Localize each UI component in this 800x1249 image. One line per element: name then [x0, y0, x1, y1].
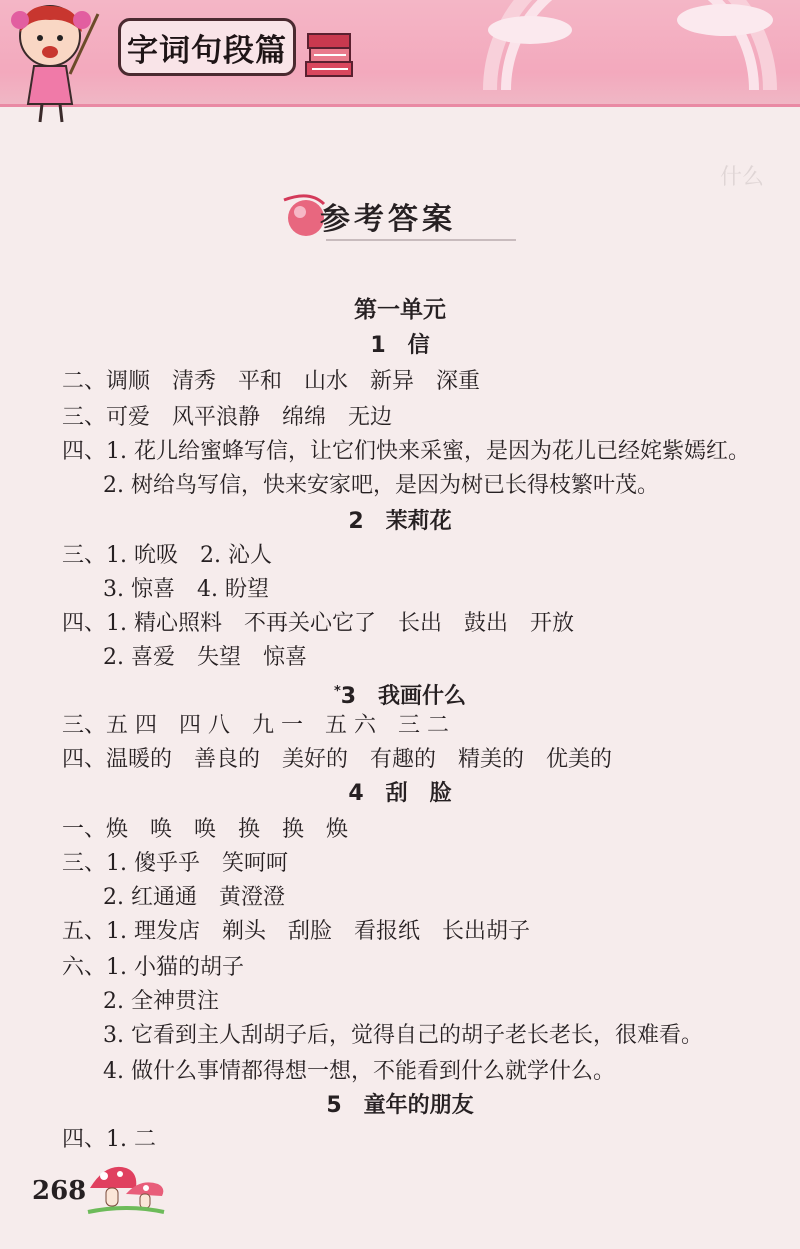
unit-heading: 第一单元	[354, 297, 446, 323]
answer-line: 四、1. 精心照料 不再关心它了 长出 鼓出 开放	[62, 611, 574, 636]
answer-line: 二、调顺 清秀 平和 山水 新异 深重	[62, 369, 481, 394]
answer-line: 2. 喜爱 失望 惊喜	[103, 645, 307, 670]
rainbow-icon	[470, 0, 800, 90]
lesson-heading	[0, 678, 800, 711]
page-title: 字词句段篇	[118, 18, 296, 76]
bleed-through: 什么	[720, 165, 765, 190]
lesson-heading: 1 信	[370, 333, 430, 358]
answer-line: 3. 惊喜 4. 盼望	[103, 577, 269, 602]
page-number: 268	[32, 1176, 87, 1206]
answer-line: 2. 树给鸟写信，快来安家吧，是因为树已长得枝繁叶茂。	[103, 473, 659, 498]
mushroom-icon	[86, 1160, 166, 1220]
answer-line: 4. 做什么事情都得想一想，不能看到什么就学什么。	[103, 1059, 615, 1084]
answer-line: 3. 它看到主人刮胡子后，觉得自己的胡子老长老长，很难看。	[103, 1023, 703, 1048]
lesson-title: 3 我画什么	[340, 684, 467, 709]
girl-mascot-icon	[4, 0, 104, 128]
answer-line: 六、1. 小猫的胡子	[62, 955, 244, 980]
answer-line: 四、1. 二	[62, 1127, 156, 1152]
answer-line: 三、1. 傻乎乎 笑呵呵	[62, 851, 288, 876]
section-title: 参考答案	[320, 202, 456, 237]
answer-line: 三、1. 吮吸 2. 沁人	[62, 543, 272, 568]
books-icon	[304, 26, 356, 80]
answer-line: 三、五 四 四 八 九 一 五 六 三 二	[62, 713, 449, 738]
answer-line: 五、1. 理发店 剃头 刮脸 看报纸 长出胡子	[62, 919, 530, 944]
lesson-heading: 5 童年的朋友	[326, 1093, 474, 1118]
answer-line: 三、可爱 风平浪静 绵绵 无边	[62, 405, 393, 430]
lesson-heading: 4 刮 脸	[348, 781, 452, 806]
answer-line: 一、焕 唤 唤 换 换 焕	[62, 817, 349, 842]
answer-line: 四、1. 花儿给蜜蜂写信，让它们快来采蜜，是因为花儿已经姹紫嫣红。	[62, 439, 750, 464]
answer-line: 2. 全神贯注	[103, 989, 219, 1014]
answer-line: 2. 红通通 黄澄澄	[103, 885, 285, 910]
answer-line: 四、温暖的 善良的 美好的 有趣的 精美的 优美的	[62, 747, 613, 772]
optional-mark: *	[333, 684, 341, 699]
lesson-heading: 2 茉莉花	[348, 509, 452, 534]
